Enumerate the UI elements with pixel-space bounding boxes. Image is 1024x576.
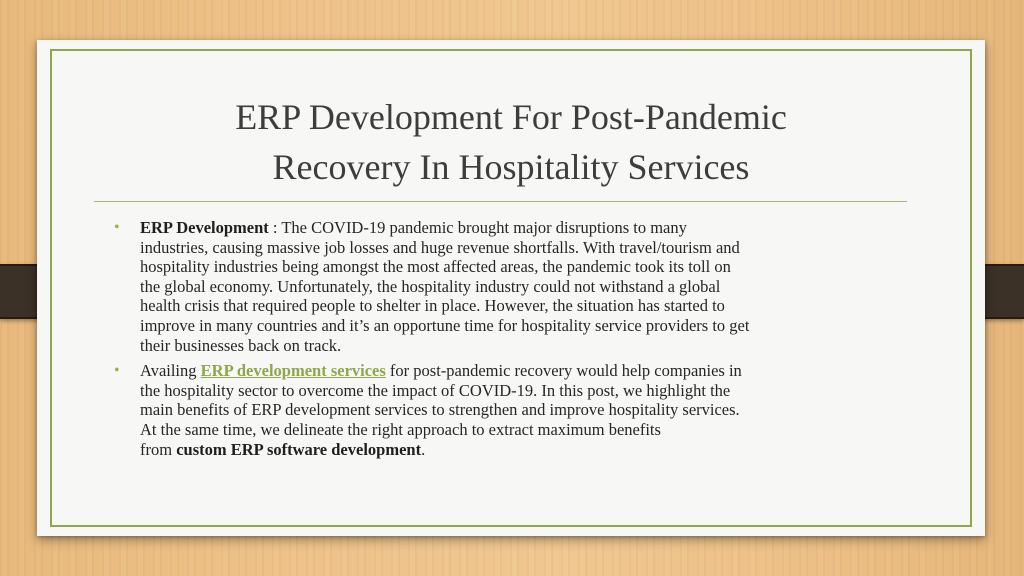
title-line-1: ERP Development For Post-Pandemic <box>235 97 787 137</box>
title-line-2: Recovery In Hospitality Services <box>272 147 750 187</box>
bullet-1-line: hospitality industries being amongst the most affected areas, the pandemic took its toll on <box>140 257 731 277</box>
bullet-2-period: . <box>421 439 426 459</box>
bullet-1-line-1 <box>140 218 894 238</box>
bullet-2-line-1 <box>140 361 894 381</box>
bullet-2-lead-text: Availing <box>140 361 201 381</box>
bullet-1-first-text: The COVID-19 pandemic brought major disruptions to many <box>281 218 687 237</box>
title-divider <box>94 201 907 202</box>
bullet-2-last-line <box>140 440 894 460</box>
bullet-2-line: the hospitality sector to overcome the impact of COVID-19. In this post, we highlight the <box>140 380 731 400</box>
custom-erp-emphasis: custom ERP software development <box>176 439 422 459</box>
slide-card <box>37 40 985 536</box>
bullet-dot-icon: • <box>114 362 120 380</box>
bullet-1-line: improve in many countries and it’s an opportune time for hospitality service providers to get <box>140 315 750 335</box>
slide-body <box>114 218 894 465</box>
bullet-1-line: the global economy. Unfortunately, the hospitality industry could not withstand a global <box>140 276 721 296</box>
slide-title <box>37 92 985 192</box>
bullet-1-separator: : <box>268 218 282 237</box>
bullet-1-line: health crisis that required people to shelter in place. However, the situation has started to <box>140 296 725 316</box>
erp-development-services-link[interactable]: ERP development services <box>200 361 386 381</box>
bullet-1-label: ERP Development <box>140 218 269 237</box>
bullet-2-first-text: for post-pandemic recovery would help companies in <box>385 361 742 381</box>
bullet-item-1 <box>114 218 894 355</box>
bullet-1-line: their businesses back on track. <box>140 335 342 355</box>
bullet-dot-icon: • <box>114 219 120 236</box>
bullet-2-line: main benefits of ERP development services to strengthen and improve hospitality services. <box>140 400 740 420</box>
bullet-item-2 <box>114 361 894 459</box>
bullet-2-line: At the same time, we delineate the right approach to extract maximum benefits <box>140 419 661 439</box>
bullet-1-line: industries, causing massive job losses and huge revenue shortfalls. With travel/tourism and <box>140 237 740 257</box>
bullet-2-last-lead: from <box>140 439 177 459</box>
